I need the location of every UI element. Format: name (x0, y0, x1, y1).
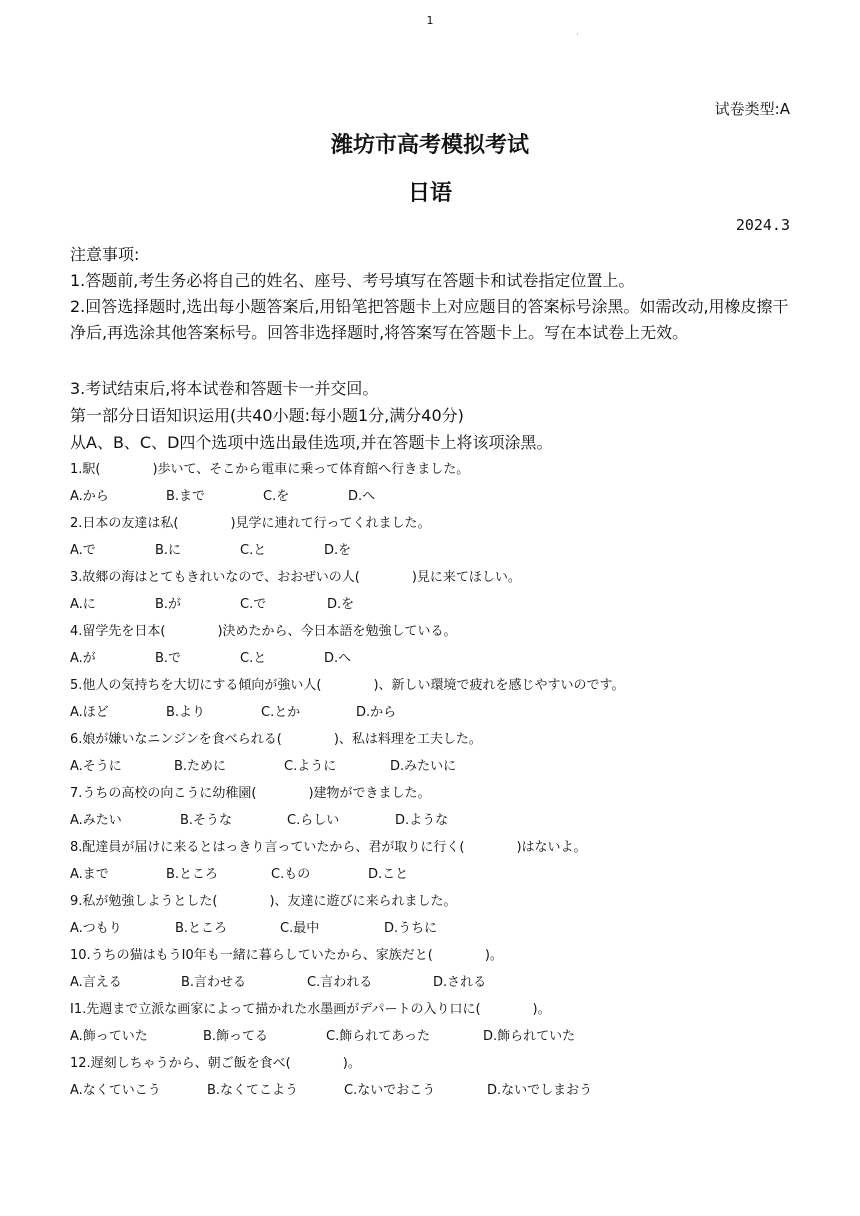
option-row (70, 537, 800, 564)
option-c[interactable]: C.最中 (280, 921, 320, 936)
question-text: 6.娘が嫌いなニンジンを食べられる( )、私は料理を工夫した。 (70, 732, 482, 747)
option-a[interactable]: A.まで (70, 867, 109, 882)
option-c[interactable]: C.ないでおこう (344, 1083, 436, 1098)
question-text: I1.先週まで立派な画家によって描かれた水墨画がデパートの入り口に( )。 (70, 1002, 551, 1017)
option-row (70, 861, 800, 888)
option-a[interactable]: A.つもり (70, 921, 122, 936)
question-list (70, 456, 800, 1104)
question-text: 2.日本の友達は私( )見学に連れて行ってくれました。 (70, 516, 431, 531)
option-row (70, 807, 800, 834)
option-a[interactable]: A.飾っていた (70, 1029, 148, 1044)
question-block (70, 996, 800, 1050)
question-block (70, 618, 800, 672)
option-a[interactable]: A.言える (70, 975, 122, 990)
option-a[interactable]: A.が (70, 651, 96, 666)
question-block (70, 942, 800, 996)
part-title: 第一部分日语知识运用(共40小题:每小题1分,满分40分) (70, 406, 464, 425)
question-text: 3.故郷の海はとてもきれいなので、おおぜいの人( )見に来てほしい。 (70, 570, 521, 585)
option-d[interactable]: D.飾られていた (483, 1029, 576, 1044)
option-c[interactable]: C.飾られてあった (326, 1029, 431, 1044)
question-block (70, 456, 800, 510)
option-c[interactable]: C.らしい (287, 813, 340, 828)
option-d[interactable]: D.へ (348, 489, 376, 504)
option-a[interactable]: A.ほど (70, 705, 109, 720)
option-b[interactable]: B.ところ (175, 921, 228, 936)
option-c[interactable]: C.と (240, 543, 267, 558)
option-d[interactable]: D.から (356, 705, 397, 720)
exam-title: 潍坊市高考模拟考试 (330, 133, 529, 158)
option-row (70, 591, 800, 618)
option-b[interactable]: B.より (166, 705, 206, 720)
question-text: 12.遅刻しちゃうから、朝ご飯を食べ( )。 (70, 1056, 361, 1071)
option-row (70, 645, 800, 672)
option-c[interactable]: C.と (240, 651, 267, 666)
option-a[interactable]: A.で (70, 543, 96, 558)
question-text: 5.他人の気持ちを大切にする傾向が強い人( )、新しい環境で疲れを感じやすいのです。 (70, 678, 625, 693)
option-b[interactable]: B.が (155, 597, 182, 612)
question-block (70, 1050, 800, 1104)
exam-subject: 日语 (407, 181, 452, 206)
option-b[interactable]: B.ために (174, 759, 227, 774)
option-b[interactable]: B.飾ってる (203, 1029, 269, 1044)
option-b[interactable]: B.に (155, 543, 182, 558)
option-a[interactable]: A.に (70, 597, 96, 612)
instruction-item: 2.回答选择题时,选出每小题答案后,用铅笔把答题卡上对应题目的答案标号涂黑。如需改动,用橡皮擦干净后,再选涂其他答案标号。回答非选择题时,将答案写在答题卡上。写在本试卷上无效。 (70, 297, 789, 342)
paper-type-label: 试卷类型:A (714, 100, 790, 118)
option-c[interactable]: C.ように (284, 759, 337, 774)
question-text: 4.留学先を日本( )決めたから、今日本語を勉強している。 (70, 624, 457, 639)
option-a[interactable]: A.みたい (70, 813, 122, 828)
instruction-item: 1.答题前,考生务必将自己的姓名、座号、考号填写在答题卡和试卷指定位置上。 (70, 271, 635, 290)
question-text: 10.うちの猫はもうI0年も一緒に暮らしていたから、家族だと( )。 (70, 948, 503, 963)
question-text: 8.配達員が届けに来るとはっきり言っていたから、君が取りに行く( )はないよ。 (70, 840, 587, 855)
option-d[interactable]: D.うちに (384, 921, 438, 936)
option-a[interactable]: A.なくていこう (70, 1083, 161, 1098)
option-c[interactable]: C.を (263, 489, 290, 504)
option-row (70, 753, 800, 780)
option-c[interactable]: C.言われる (307, 975, 373, 990)
stray-dot: · (576, 30, 579, 39)
option-c[interactable]: C.とか (261, 705, 301, 720)
option-row (70, 1023, 800, 1050)
question-block (70, 834, 800, 888)
option-c[interactable]: C.もの (271, 867, 311, 882)
option-d[interactable]: D.される (433, 975, 487, 990)
instruction-item: 3.考试结束后,将本试卷和答题卡一并交回。 (70, 379, 379, 398)
part-instruction: 从A、B、C、D四个选项中选出最佳选项,并在答题卡上将该项涂黑。 (70, 433, 553, 452)
option-b[interactable]: B.なくてこよう (207, 1083, 299, 1098)
option-row (70, 969, 800, 996)
option-a[interactable]: A.そうに (70, 759, 122, 774)
question-block (70, 888, 800, 942)
option-row (70, 1077, 800, 1104)
option-b[interactable]: B.言わせる (181, 975, 247, 990)
question-text: 7.うちの高校の向こうに幼稚園( )建物ができました。 (70, 786, 431, 801)
option-d[interactable]: D.ないでしまおう (487, 1083, 593, 1098)
question-block (70, 726, 800, 780)
question-block (70, 564, 800, 618)
option-b[interactable]: B.ところ (166, 867, 219, 882)
instructions-heading: 注意事项: (70, 245, 140, 264)
option-d[interactable]: D.を (324, 543, 352, 558)
question-text: 9.私が勉強しようとした( )、友達に遊びに来られました。 (70, 894, 457, 909)
page-number: 1 (426, 14, 434, 27)
option-row (70, 699, 800, 726)
exam-date: 2024.3 (735, 216, 790, 234)
option-d[interactable]: D.こと (368, 867, 409, 882)
question-block (70, 510, 800, 564)
option-b[interactable]: B.そうな (180, 813, 233, 828)
option-row (70, 915, 800, 942)
question-text: 1.駅( )歩いて、そこから電車に乗って体育館へ行きました。 (70, 462, 470, 477)
question-block (70, 672, 800, 726)
option-b[interactable]: B.で (155, 651, 182, 666)
option-a[interactable]: A.から (70, 489, 109, 504)
option-row (70, 483, 800, 510)
question-block (70, 780, 800, 834)
option-d[interactable]: D.みたいに (390, 759, 457, 774)
option-b[interactable]: B.まで (166, 489, 206, 504)
option-c[interactable]: C.で (240, 597, 267, 612)
option-d[interactable]: D.ような (395, 813, 449, 828)
option-d[interactable]: D.を (327, 597, 355, 612)
option-d[interactable]: D.へ (324, 651, 352, 666)
